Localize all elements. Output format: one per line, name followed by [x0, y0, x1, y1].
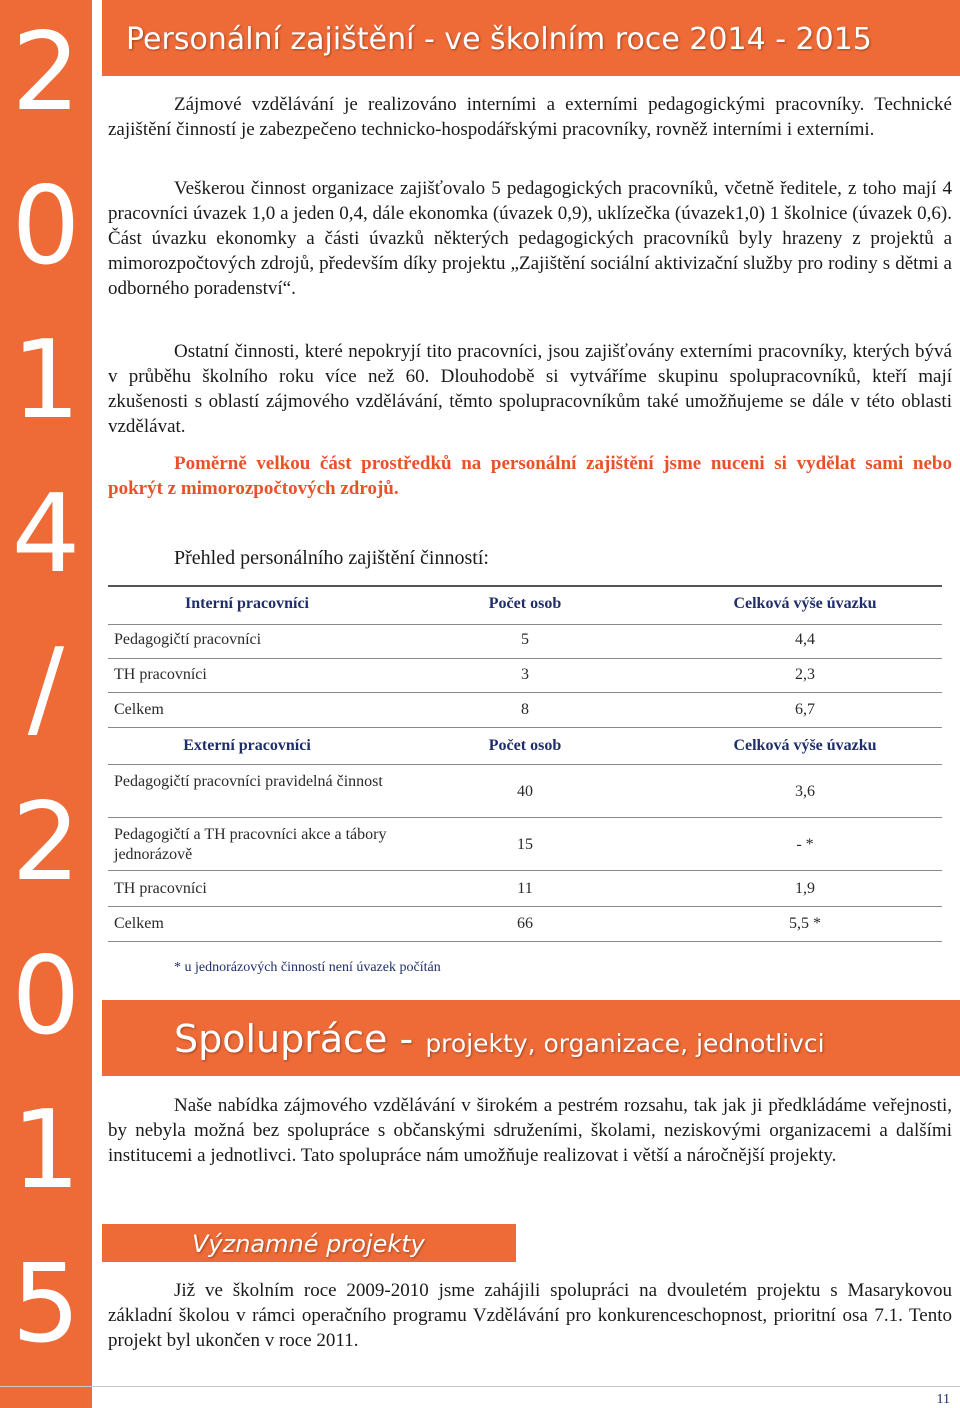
table-row-label: Pedagogičtí a TH pracovníci akce a tábory jednorázově [114, 826, 387, 863]
table-row-total: 4,4 [795, 631, 815, 648]
page-number: 11 [936, 1392, 950, 1407]
year-digit: 0 [11, 164, 81, 289]
table-rule [108, 727, 942, 728]
table-row-label: TH pracovníci [114, 666, 207, 683]
section-banner-personnel [102, 0, 960, 76]
table-row-label: Celkem [114, 701, 164, 718]
table-row-count: 40 [517, 783, 533, 800]
table-row-label: Celkem [114, 915, 164, 932]
paragraph-staff: Veškerou činnost organizace zajišťovalo 5 pedagogických pracovníků, včetně ředitele, z toho mají 4 pracovníci úvazek 1,0 a jeden 0,4, dále ekonomka (úvazek 0,9), uklízečka (úvazek1,0) 1 školnice (úvazek 0,6). Část úvazku ekonomky a části úvazků některých pedagogických pracovníků byly hrazeny z projektů a mimorozpočtových zdrojů, především díky projektu „Zajištění sociální aktivizační služby pro rodiny s dětmi a odborného poradenství“. [108, 178, 952, 299]
table-footnote: * u jednorázových činností není úvazek počítán [174, 960, 441, 975]
header-external-label: Externí pracovníci [183, 737, 311, 754]
section-title: Personální zajištění - ve školním roce 2014 - 2015 [126, 22, 872, 57]
table-rule [108, 817, 942, 818]
table-row-total: 3,6 [795, 783, 815, 800]
section-title: Významné projekty [192, 1230, 425, 1258]
header-count: Počet osob [488, 595, 562, 612]
section-title-sub: projekty, organizace, jednotlivci [425, 1029, 825, 1058]
table-row-count: 5 [521, 631, 529, 648]
table-rule [108, 585, 942, 587]
paragraph-external: Ostatní činnosti, které nepokryjí tito pracovníci, jsou zajišťovány externími pracovníky, kterých bývá v průběhu školního roku více než 60. Dlouhodobě si vytváříme skupinu spolupracovníků, kteří mají zkušenosti s oblastí zájmového vzdělávání, těmto spolupracovníkům také umožňujeme se dále v této oblasti vzdělávat. [108, 341, 952, 437]
table-row-total: 2,3 [795, 666, 815, 683]
section-banner-projects [102, 1224, 516, 1262]
table-row-count: 66 [517, 915, 533, 932]
table-rule [108, 870, 942, 871]
table-rule [108, 906, 942, 907]
paragraph-funding: Poměrně velkou část prostředků na personální zajištění jsme nuceni si vydělat sami nebo pokrýt z mimorozpočtových zdrojů. [108, 453, 952, 499]
table-rule [108, 764, 942, 765]
table-row-count: 8 [521, 701, 529, 718]
year-digit: 2 [11, 10, 81, 135]
table-row-label: Pedagogičtí pracovníci pravidelná činnost [114, 773, 383, 790]
section-title-main: Spolupráce - [174, 1017, 426, 1061]
footer-divider [0, 1386, 960, 1387]
year-digit: 2 [11, 780, 81, 905]
table-row-label: TH pracovníci [114, 880, 207, 897]
table-row-count: 11 [517, 880, 533, 897]
header-count: Počet osob [488, 737, 562, 754]
year-digit: 4 [11, 472, 81, 597]
header-total: Celková výše úvazku [733, 595, 877, 612]
table-row-total: 6,7 [795, 701, 815, 718]
year-digit: 0 [11, 934, 81, 1059]
table-row-total: - * [796, 836, 814, 853]
table-row-label: Pedagogičtí pracovníci [114, 631, 262, 648]
table-row-total: 1,9 [795, 880, 815, 897]
table-row-count: 15 [517, 836, 533, 853]
year-digit: 5 [11, 1242, 81, 1367]
header-total: Celková výše úvazku [733, 737, 877, 754]
table-rule [108, 941, 942, 942]
header-internal-label: Interní pracovníci [185, 595, 309, 612]
table-rule [108, 658, 942, 659]
paragraph-intro: Zájmové vzdělávání je realizováno interními a externími pedagogickými pracovníky. Technické zajištění činností je zabezpečeno technicko-hospodářskými pracovníky, rovněž interními i externími. [108, 94, 952, 140]
table-rule [108, 692, 942, 693]
section-banner-cooperation [102, 1000, 960, 1076]
year-digit: 1 [11, 318, 81, 443]
overview-title: Přehled personálního zajištění činností: [174, 547, 489, 569]
year-slash: / [27, 626, 65, 751]
year-strip [0, 0, 92, 1408]
paragraph-projects: Již ve školním roce 2009-2010 jsme zahájili spolupráci na dvouletém projektu s Masarykovou základní školou v rámci operačního programu Vzdělávání pro konkurenceschopnost, prioritní osa 7.1. Tento projekt byl ukončen v roce 2011. [108, 1280, 952, 1351]
year-digit: 1 [11, 1088, 81, 1213]
table-rule [108, 624, 942, 625]
table-row-total: 5,5 * [789, 915, 821, 932]
paragraph-cooperation: Naše nabídka zájmového vzdělávání v širokém a pestrém rozsahu, tak jak ji předkládáme veřejnosti, by nebyla možná bez spolupráce s občanskými sdruženími, školami, neziskovými organizacemi a dalšími institucemi a jednotlivci. Tato spolupráce nám umožňuje realizovat i větší a náročnější projekty. [108, 1095, 952, 1166]
table-row-count: 3 [521, 666, 529, 683]
